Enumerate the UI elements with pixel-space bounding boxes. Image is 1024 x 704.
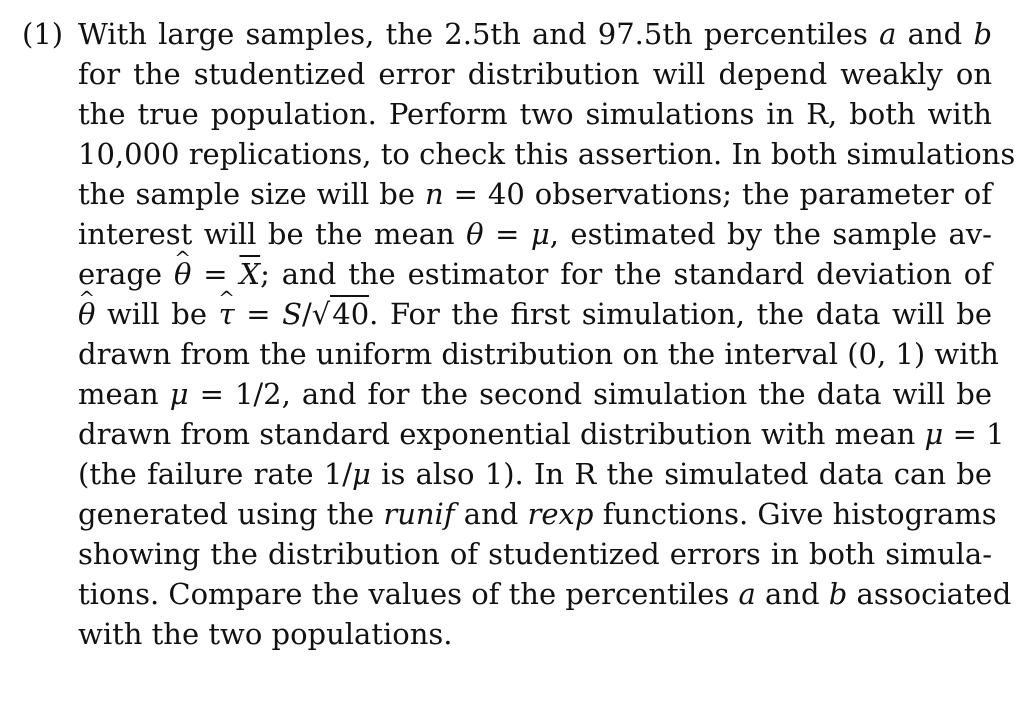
math-symbol: μ [530, 217, 550, 251]
text-line: With large samples, the 2.5th and 97.5th percentiles a and b [78, 17, 993, 51]
problem-text [78, 14, 1016, 654]
text-line: mean μ = 1/2, and for the second simulation the data will be [78, 377, 992, 411]
math-symbol: a [738, 577, 756, 611]
text-line: θ ^ will be τ ^ = S/√40. For the first simulation, the data will be [78, 294, 992, 334]
text-line: (the failure rate 1/μ is also 1). In R the simulated data can be [78, 457, 992, 491]
math-symbol: a [879, 17, 897, 51]
math-symbol: μ [169, 377, 189, 411]
math-overline-symbol: $\overline{X}$ [239, 257, 261, 291]
sqrt-radicand: 40 [332, 297, 370, 331]
math-symbol: b [973, 17, 993, 51]
text-line: with the two populations. [78, 617, 453, 651]
math-symbol: runif [383, 497, 455, 531]
math-symbol: rexp [527, 497, 594, 531]
text-line: drawn from the uniform distribution on the interval (0, 1) with [78, 337, 999, 371]
sqrt-symbol: √ [311, 297, 331, 331]
math-symbol: θ [466, 217, 484, 251]
math-hat-symbol: τ ^ [219, 294, 235, 334]
text-line: erage θ ^ = $\overline{X}$; and the estimator for the standard deviation of [78, 254, 992, 294]
math-symbol: μ [352, 457, 371, 491]
math-hat-symbol: θ ^ [174, 254, 191, 294]
text-line: the true population. Perform two simulations in R, both with [78, 97, 992, 131]
math-symbol: μ [924, 417, 944, 451]
text-line: interest will be the mean θ = μ, estimated by the sample av- [78, 217, 992, 251]
text-line: drawn from standard exponential distribution with mean μ = 1 [78, 417, 1005, 451]
text-line: showing the distribution of studentized errors in both simula- [78, 537, 992, 571]
math-hat-symbol: θ ^ [78, 294, 95, 334]
math-symbol: b [828, 577, 848, 611]
problem-number: (1) [22, 17, 64, 51]
text-line: the sample size will be n = 40 observations; the parameter of [78, 177, 992, 211]
text-line: generated using the runif and rexp functions. Give histograms [78, 497, 997, 531]
math-symbol: n [424, 177, 444, 211]
text-line: for the studentized error distribution will depend weakly on [78, 57, 992, 91]
text-line: tions. Compare the values of the percentiles a and b associated [78, 577, 1012, 611]
text-line: 10,000 replications, to check this assertion. In both simulations [78, 137, 1016, 171]
math-symbol: S [282, 297, 302, 331]
